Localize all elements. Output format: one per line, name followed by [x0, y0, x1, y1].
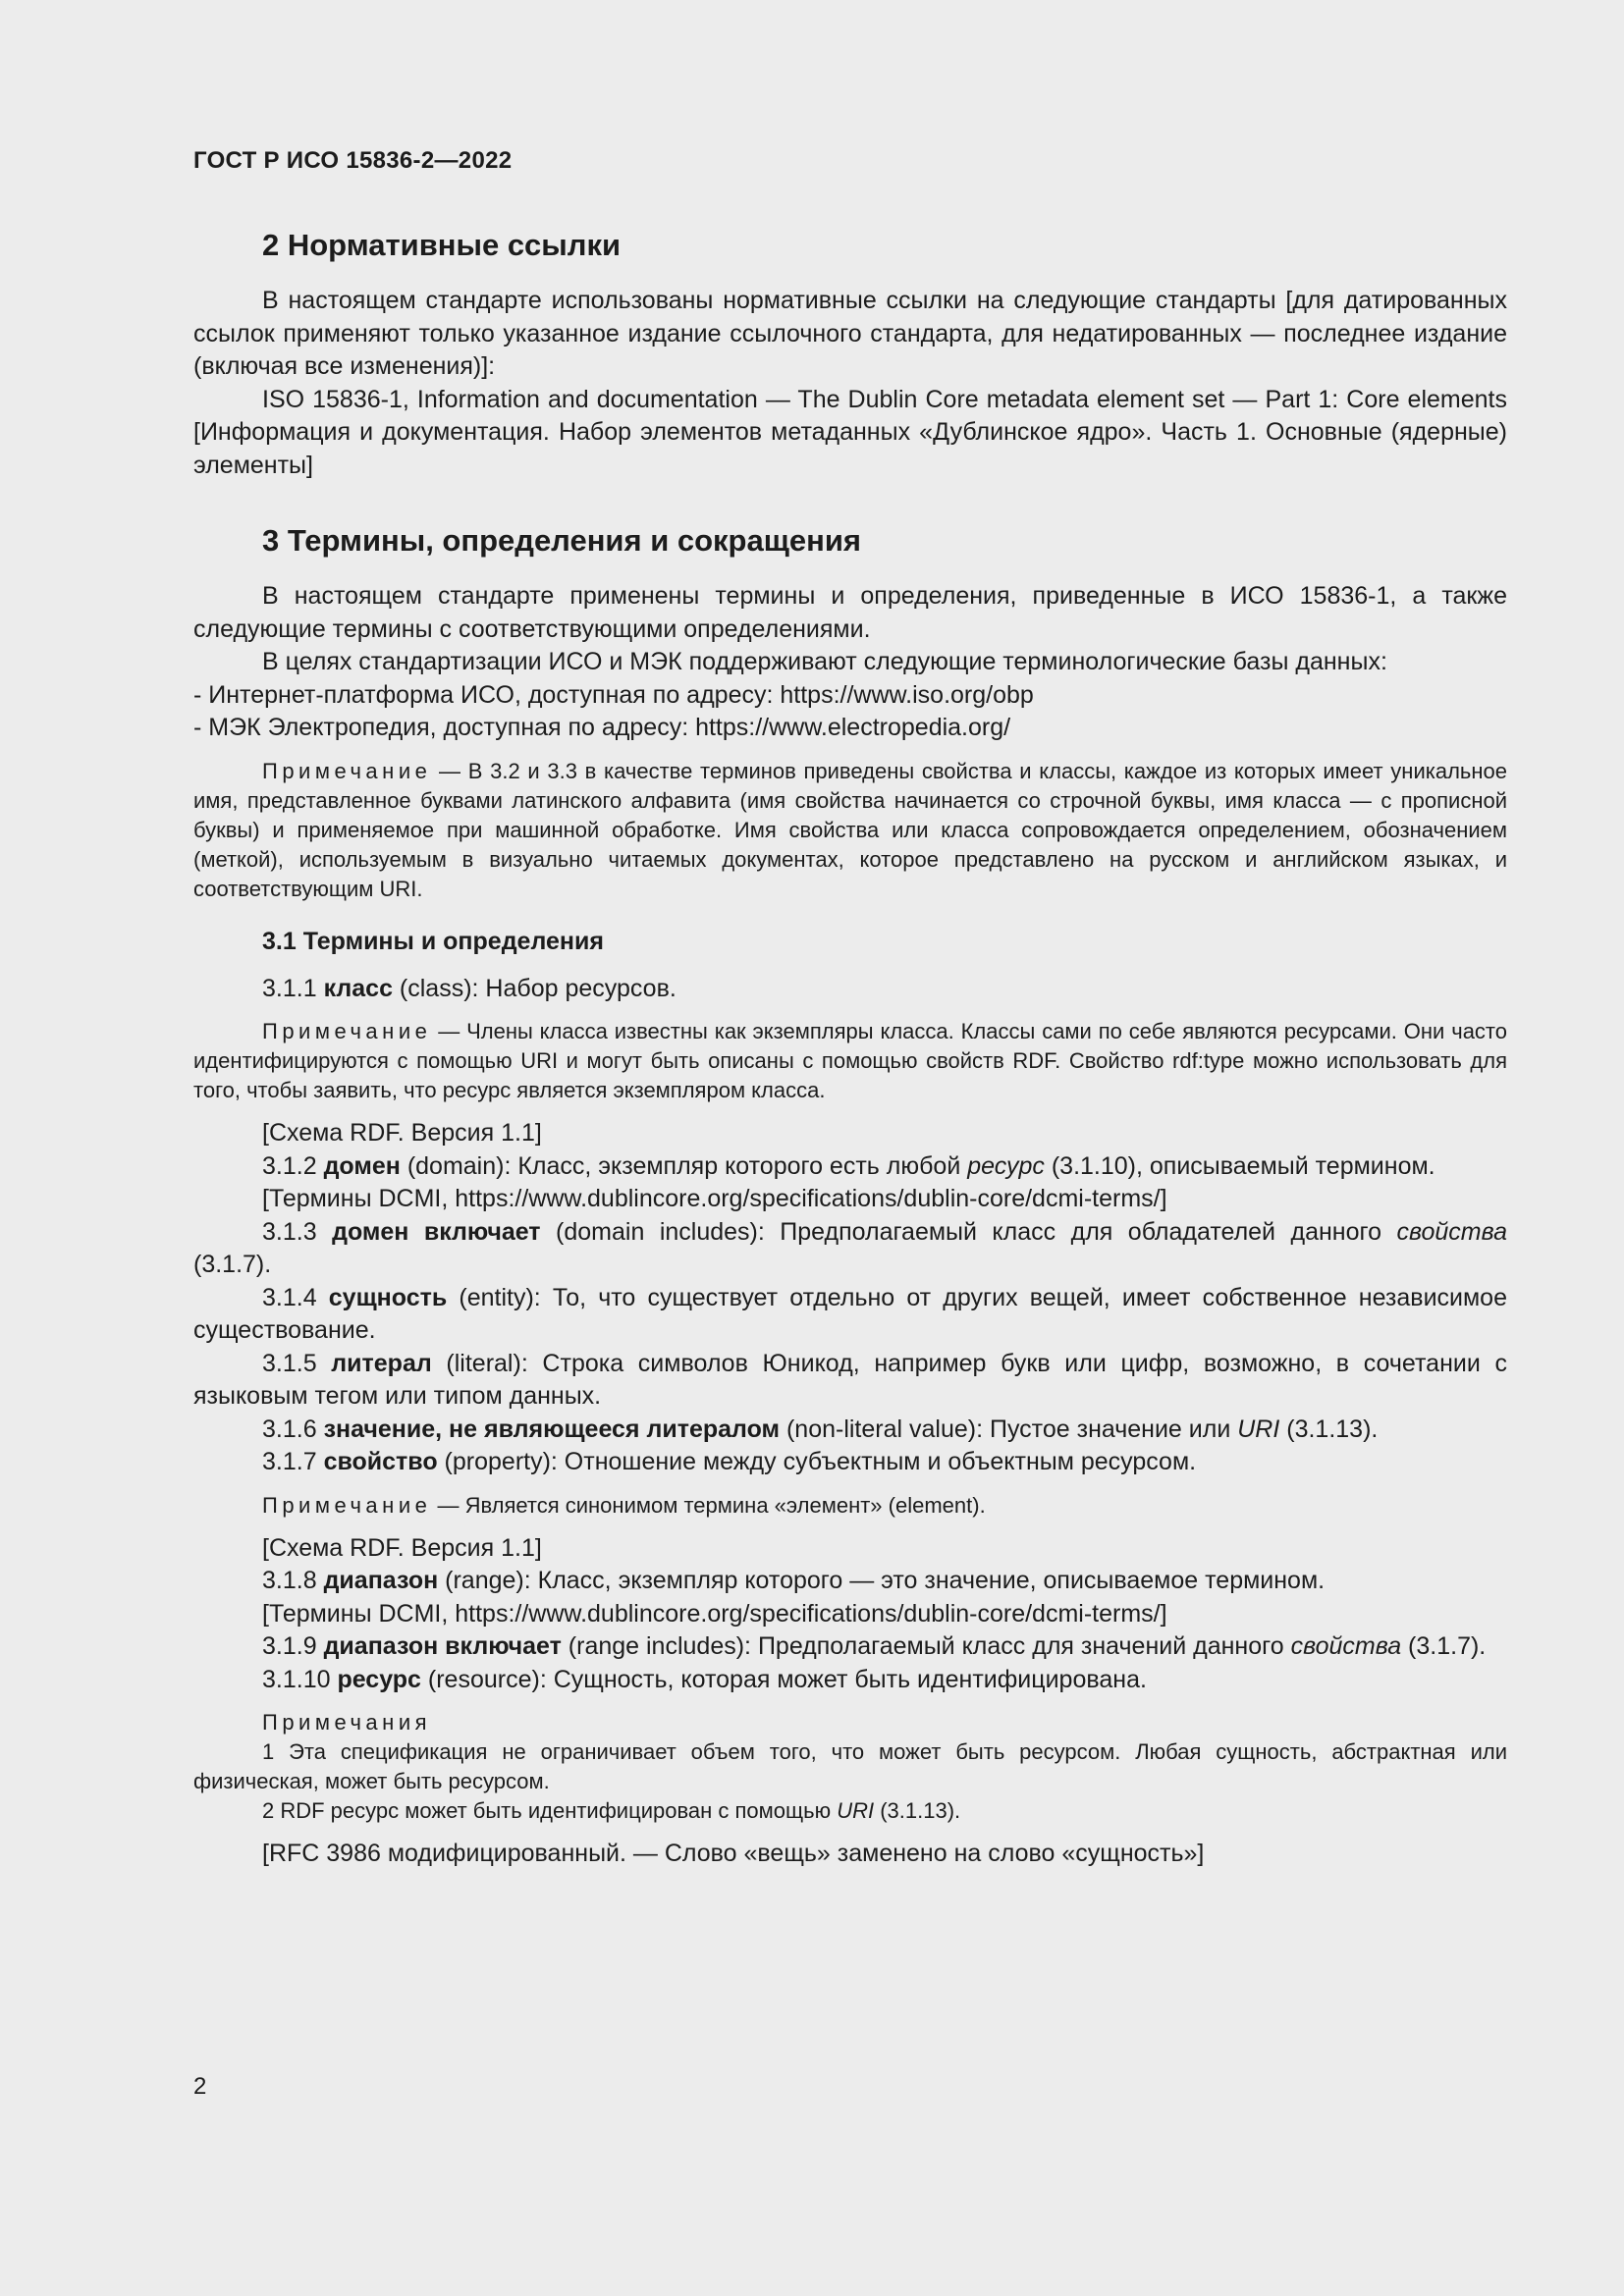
term-3-1-8-source: [Термины DCMI, https://www.dublincore.org/specifications/dublin-core/dcmi-terms/]: [262, 1599, 1167, 1628]
term-3-1-7: 3.1.7 свойство (property): Отношение между субъектным и объектным ресурсом.: [262, 1448, 1197, 1475]
term-3-1-10-source: [RFC 3986 модифицированный. — Слово «вещь» заменено на слово «сущность»]: [262, 1840, 1205, 1867]
term-3-1-8: 3.1.8 диапазон (range): Класс, экземпляр которого — это значение, описываемое термином.: [262, 1567, 1326, 1594]
term-3-1-6: 3.1.6 значение, не являющееся литералом (non-literal value): Пустое значение или URI (3.1.13).: [262, 1415, 1379, 1443]
term-3-1-10-note-1: 1 Эта спецификация не ограничивает объем того, что может быть ресурсом. Любая сущность, абстрактная или физическая, может быть ресурсом.: [193, 1739, 1507, 1793]
term-3-1-5: 3.1.5 литерал (literal): Строка символов Юникод, например букв или цифр, возможно, в сочетании с языковым тегом или типом данных.: [193, 1349, 1507, 1410]
section-3-paragraph-1: В настоящем стандарте применены термины и определения, приведенные в ИСО 15836-1, а также следующие термины с соответствующими определениями.: [193, 582, 1507, 643]
term-3-1-2-source: [Термины DCMI, https://www.dublincore.org/specifications/dublin-core/dcmi-terms/]: [262, 1185, 1167, 1212]
section-3-title: 3 Термины, определения и сокращения: [262, 523, 861, 558]
term-3-1-4: 3.1.4 сущность (entity): То, что существует отдельно от других вещей, имеет собственное независимое существование.: [193, 1283, 1507, 1344]
term-3-1-2: 3.1.2 домен (domain): Класс, экземпляр которого есть любой ресурс (3.1.10), описываемый термином.: [262, 1151, 1435, 1180]
page-content: [193, 218, 1507, 1871]
section-2-title: 2 Нормативные ссылки: [262, 228, 622, 262]
section-2-paragraph-1: В настоящем стандарте использованы нормативные ссылки на следующие стандарты [для датированных ссылок применяют только указанное издание ссылочного стандарта, для недатированных — последнее издание (включая все изменения)]:: [193, 287, 1507, 380]
document-header: ГОСТ Р ИСО 15836-2—2022: [193, 147, 513, 174]
section-3-paragraph-2: В целях стандартизации ИСО и МЭК поддерживают следующие терминологические базы данных:: [262, 648, 1387, 675]
term-3-1-10-notes-label: Примечания: [262, 1710, 432, 1735]
term-3-1-1-note: Примечание — Члены класса известны как экземпляры класса. Классы сами по себе являются ресурсами. Они часто идентифицируются с помощью URI и могут быть описаны с помощью свойств RDF. Свойство rdf:type можно использовать для того, чтобы заявить, что ресурс является экземпляром класса.: [193, 1019, 1507, 1102]
subsection-3-1-title: 3.1 Термины и определения: [262, 927, 604, 955]
note-text: — В 3.2 и 3.3 в качестве терминов приведены свойства и классы, каждое из которых имеет уникальное имя, представленное буквами латинского алфавита (имя свойства начинается со строчной буквы, имя класса — с прописной буквы) и применяемое при машинной обработке. Имя свойства или класса сопровождается определением, обозначением (меткой), используемым в визуально читаемых документах, которое представлено на русском и английском языках, и соответствующим URI.: [193, 758, 1507, 901]
termbase-item-iec: - МЭК Электропедия, доступная по адресу: https://www.electropedia.org/: [193, 714, 1011, 741]
page-number: 2: [193, 2073, 207, 2100]
term-3-1-3: 3.1.3 домен включает (domain includes): Предполагаемый класс для обладателей данного свойства (3.1.7).: [193, 1217, 1507, 1278]
term-3-1-1: 3.1.1 класс (class): Набор ресурсов.: [262, 974, 677, 1002]
term-3-1-10-note-2: 2 RDF ресурс может быть идентифицирован с помощью URI (3.1.13).: [262, 1798, 961, 1823]
term-3-1-1-source: [Схема RDF. Версия 1.1]: [262, 1119, 542, 1147]
section-2-paragraph-2: ISO 15836-1, Information and documentation — The Dublin Core metadata element set — Part 1: Core elements [Информация и документация. Набор элементов метаданных «Дублинское ядро». Часть 1. Основные (ядерные) элементы]: [193, 385, 1507, 479]
term-3-1-7-note: Примечание — Является синонимом термина «элемент» (element).: [262, 1492, 986, 1518]
term-3-1-9: 3.1.9 диапазон включает (range includes): Предполагаемый класс для значений данного свойства (3.1.7).: [262, 1632, 1487, 1660]
termbase-item-iso: - Интернет-платформа ИСО, доступная по адресу: https://www.iso.org/obp: [193, 680, 1034, 709]
term-3-1-7-source: [Схема RDF. Версия 1.1]: [262, 1533, 542, 1562]
section-3-note: [193, 757, 1507, 904]
term-3-1-10: 3.1.10 ресурс (resource): Сущность, которая может быть идентифицирована.: [262, 1665, 1147, 1693]
note-label: Примечание: [262, 758, 432, 783]
